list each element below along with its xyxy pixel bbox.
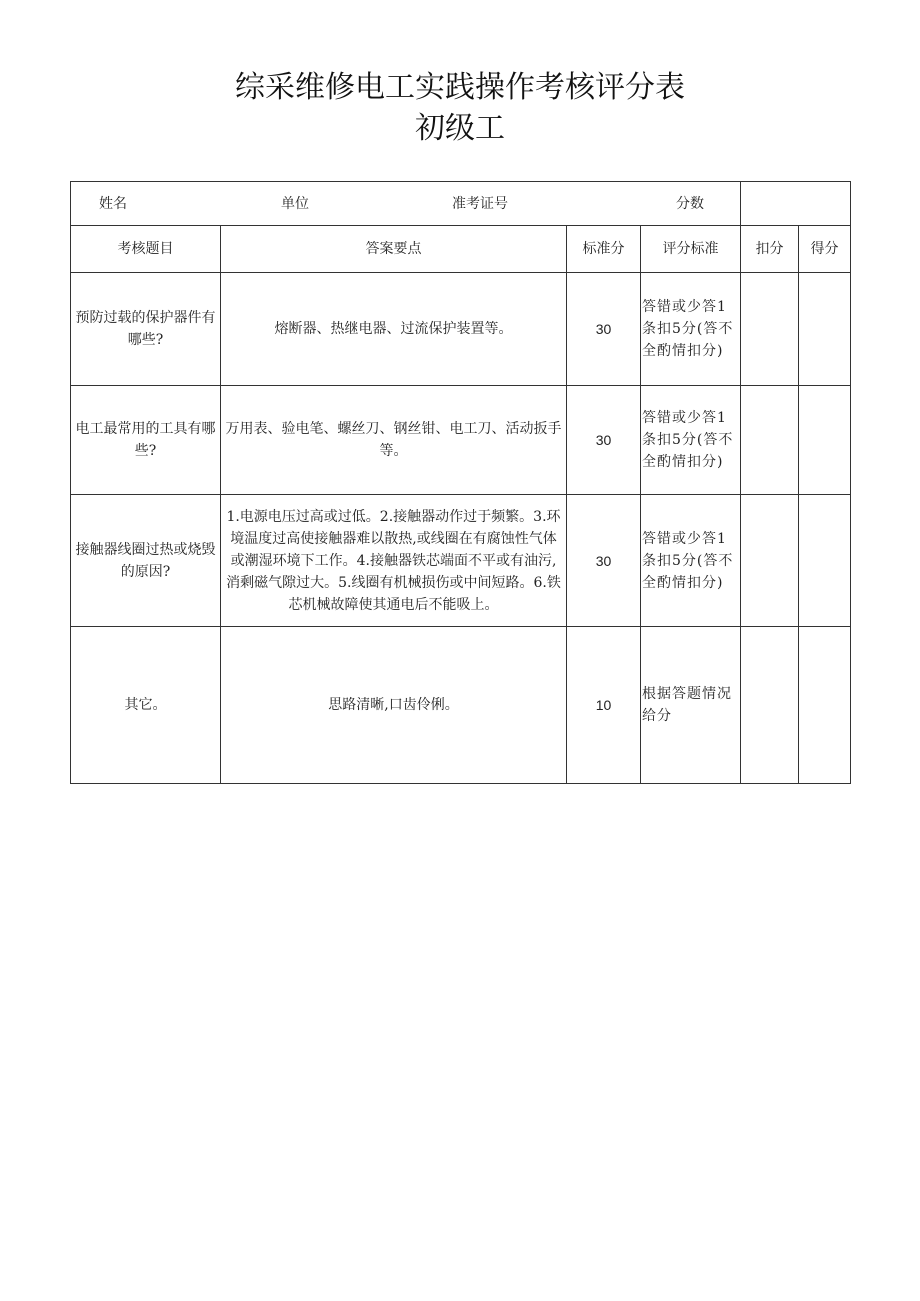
deduct-cell[interactable] xyxy=(741,627,799,784)
question-cell: 接触器线圈过热或烧毁的原因? xyxy=(71,495,221,627)
header-item: 考核题目 xyxy=(71,226,221,273)
answer-cell: 熔断器、热继电器、过流保护装置等。 xyxy=(221,273,567,386)
deduct-cell[interactable] xyxy=(741,273,799,386)
table-row xyxy=(71,495,851,627)
obtained-cell[interactable] xyxy=(799,495,851,627)
table-row xyxy=(71,273,851,386)
criteria-cell: 答错或少答1条扣5分(答不全酌情扣分) xyxy=(641,273,741,386)
obtained-cell[interactable] xyxy=(799,273,851,386)
standard-score-cell: 30 xyxy=(567,386,641,495)
question-cell: 其它。 xyxy=(71,627,221,784)
table-row xyxy=(71,627,851,784)
form-title: 综采维修电工实践操作考核评分表 xyxy=(235,70,685,105)
criteria-cell: 根据答题情况给分 xyxy=(641,627,741,784)
exam-number-label: 准考证号 xyxy=(452,196,508,212)
criteria-cell: 答错或少答1条扣5分(答不全酌情扣分) xyxy=(641,495,741,627)
deduct-cell[interactable] xyxy=(741,495,799,627)
total-score-field[interactable] xyxy=(741,182,851,226)
name-label: 姓名 xyxy=(99,196,127,212)
header-answer: 答案要点 xyxy=(221,226,567,273)
standard-score-cell: 10 xyxy=(567,627,641,784)
question-cell: 电工最常用的工具有哪些? xyxy=(71,386,221,495)
candidate-info-cell xyxy=(71,182,741,226)
answer-cell: 思路清晰,口齿伶俐。 xyxy=(221,627,567,784)
standard-score-cell: 30 xyxy=(567,495,641,627)
answer-cell: 1.电源电压过高或过低。2.接触器动作过于频繁。3.环境温度过高使接触器难以散热,或线圈在有腐蚀性气体或潮湿环境下工作。4.接触器铁芯端面不平或有油污,消剩磁气隙过大。5.线圈有机械损伤或中间短路。6.铁芯机械故障使其通电后不能吸上。 xyxy=(221,495,567,627)
question-cell: 预防过载的保护器件有哪些? xyxy=(71,273,221,386)
table-row xyxy=(71,386,851,495)
header-deduct: 扣分 xyxy=(741,226,799,273)
deduct-cell[interactable] xyxy=(741,386,799,495)
header-standard-score: 标准分 xyxy=(567,226,641,273)
candidate-info-row xyxy=(71,182,851,226)
obtained-cell[interactable] xyxy=(799,386,851,495)
form-subtitle-level: 初级工 xyxy=(415,111,505,146)
criteria-cell: 答错或少答1条扣5分(答不全酌情扣分) xyxy=(641,386,741,495)
scoring-table xyxy=(70,181,851,784)
total-score-label: 分数 xyxy=(676,196,704,212)
table-header-row xyxy=(71,226,851,273)
obtained-cell[interactable] xyxy=(799,627,851,784)
header-criteria: 评分标准 xyxy=(641,226,741,273)
standard-score-cell: 30 xyxy=(567,273,641,386)
unit-label: 单位 xyxy=(281,196,309,212)
header-obtained: 得分 xyxy=(799,226,851,273)
answer-cell: 万用表、验电笔、螺丝刀、钢丝钳、电工刀、活动扳手等。 xyxy=(221,386,567,495)
